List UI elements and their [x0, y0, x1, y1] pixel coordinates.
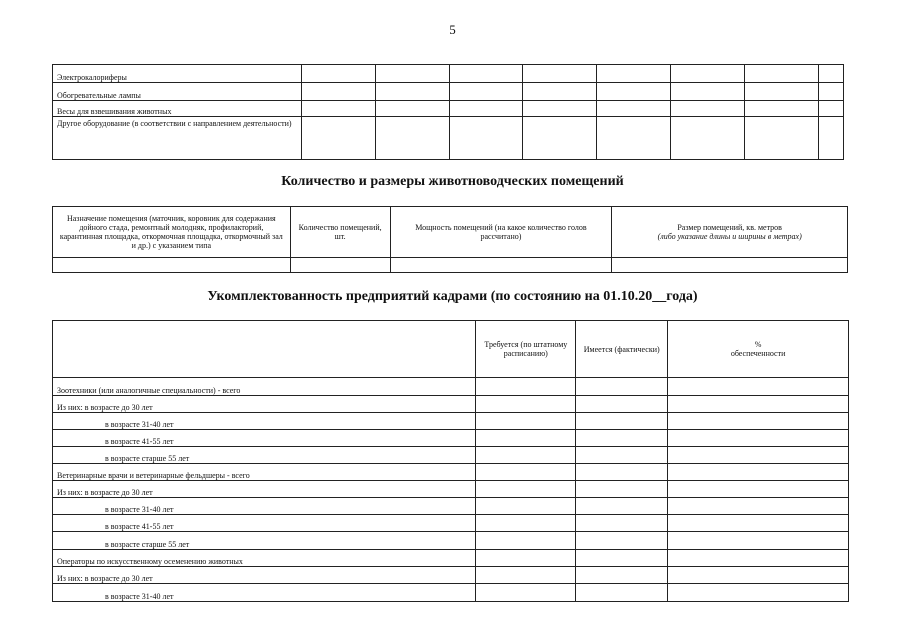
premises-col-purpose: Назначение помещения (маточник, коровник для содержания дойного стада, ремонтный молодняк, профилакторий, карантинная площадка, откормочная площадка, откормочный зал и др.) с указанием типа — [53, 207, 291, 258]
table-row — [53, 117, 844, 160]
table-row — [53, 446, 849, 463]
table-row — [53, 549, 849, 566]
page-number: 5 — [449, 22, 456, 37]
staffing-table — [52, 320, 849, 602]
staffing-row-label: Из них: в возрасте до 30 лет — [53, 481, 476, 498]
table-row — [53, 378, 849, 395]
staffing-row-label: в возрасте 31-40 лет — [53, 412, 476, 429]
premises-heading: Количество и размеры животноводческих помещений — [281, 174, 624, 189]
table-row — [53, 429, 849, 446]
staffing-row-label: в возрасте старше 55 лет — [53, 532, 476, 549]
table-row — [53, 566, 849, 583]
table-row — [53, 258, 848, 273]
staffing-row-label: Зоотехники (или аналогичные специальности) - всего — [53, 378, 476, 395]
equipment-label: Обогревательные лампы — [53, 83, 302, 101]
table-row — [53, 463, 849, 480]
table-row — [53, 83, 844, 101]
staffing-row-label: Из них: в возрасте до 30 лет — [53, 566, 476, 583]
table-row — [53, 583, 849, 601]
premises-col-count: Количество помещений, шт. — [290, 207, 390, 258]
premises-col-size-note: (либо указание длины и ширины в метрах) — [657, 232, 802, 241]
staffing-row-label: Из них: в возрасте до 30 лет — [53, 395, 476, 412]
table-row — [53, 481, 849, 498]
equipment-table — [52, 64, 844, 160]
staffing-heading: Укомплектованность предприятий кадрами (по состоянию на 01.10.20__года) — [207, 289, 698, 304]
staffing-col-present: Имеется (фактически) — [576, 321, 668, 378]
table-row — [53, 412, 849, 429]
premises-col-size-label: Размер помещений, кв. метров — [677, 223, 782, 232]
equipment-label: Электрокалориферы — [53, 65, 302, 83]
table-row — [53, 515, 849, 532]
premises-table — [52, 206, 848, 273]
staffing-header-blank — [53, 321, 476, 378]
percent-symbol: % — [754, 340, 762, 350]
equipment-label: Весы для взвешивания животных — [53, 101, 302, 117]
table-row — [53, 65, 844, 83]
staffing-col-percent — [668, 321, 849, 378]
table-row — [53, 395, 849, 412]
staffing-row-label: в возрасте 41-55 лет — [53, 429, 476, 446]
table-row — [53, 101, 844, 117]
staffing-row-label: в возрасте 31-40 лет — [53, 583, 476, 601]
premises-col-capacity: Мощность помещений (на какое количество голов рассчитано) — [390, 207, 612, 258]
equipment-label: Другое оборудование (в соответствии с направлением деятельности) — [53, 117, 302, 160]
table-row — [53, 498, 849, 515]
staffing-row-label: в возрасте старше 55 лет — [53, 446, 476, 463]
staffing-row-label: Операторы по искусственному осеменению животных — [53, 549, 476, 566]
percent-label: обеспеченности — [730, 349, 786, 359]
staffing-row-label: в возрасте 31-40 лет — [53, 498, 476, 515]
staffing-col-required: Требуется (по штатному расписанию) — [476, 321, 576, 378]
premises-col-size — [612, 207, 848, 258]
table-row — [53, 532, 849, 549]
staffing-row-label: в возрасте 41-55 лет — [53, 515, 476, 532]
staffing-row-label: Ветеринарные врачи и ветеринарные фельдшеры - всего — [53, 463, 476, 480]
